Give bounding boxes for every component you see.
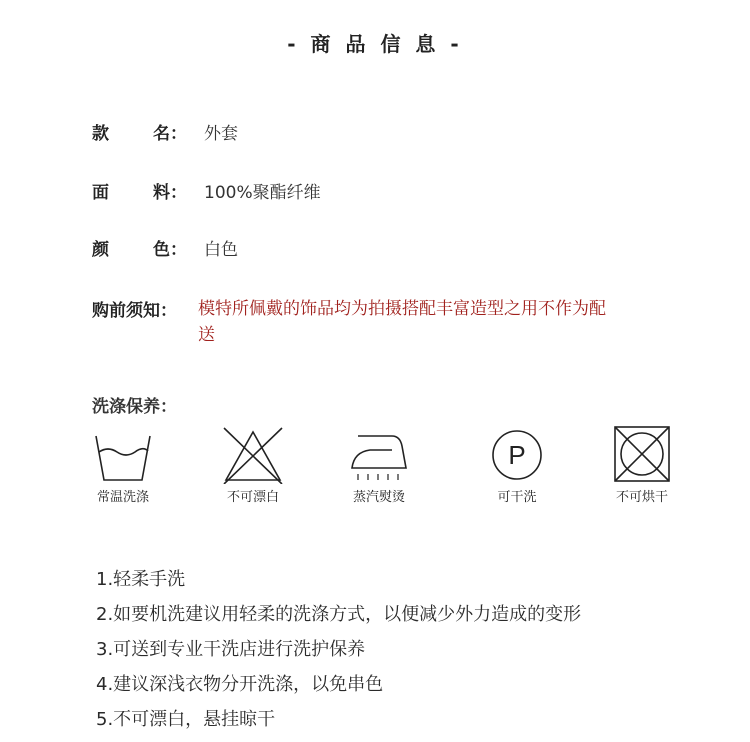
wash-title: 洗涤保养： [92, 397, 177, 417]
care-label: 常温洗涤 [96, 490, 149, 505]
notice-label: 购前须知： [92, 301, 177, 321]
care-label: 蒸汽熨烫 [352, 490, 405, 505]
care-symbol-wash [68, 424, 178, 505]
info-label: 颜 色： [92, 240, 187, 260]
list-item: 2.如要机洗建议用轻柔的洗涤方式，以便减少外力造成的变形 [96, 604, 582, 625]
info-label: 面 料： [92, 183, 187, 203]
info-value: 外套 [204, 124, 238, 144]
notice-text: 模特所佩戴的饰品均为拍摄搭配丰富造型之用不作为配送 [198, 299, 606, 345]
dry-clean-p-icon [482, 424, 552, 484]
care-symbol-no-bleach [198, 424, 308, 505]
no-tumble-dry-icon [607, 424, 677, 484]
list-item: 1.轻柔手洗 [96, 569, 186, 590]
care-label: 可干洗 [497, 490, 537, 505]
care-symbol-no-tumble-dry [587, 424, 697, 505]
page-title: - 商 品 信 息 - [287, 32, 463, 56]
info-value: 白色 [204, 240, 238, 260]
dry-clean-letter: P [508, 440, 526, 470]
care-label: 不可烘干 [615, 490, 668, 505]
steam-iron-icon [344, 424, 414, 484]
care-symbol-steam-iron [324, 424, 434, 505]
care-symbol-dry-clean [462, 424, 572, 505]
care-instructions-list [96, 566, 581, 741]
wash-tub-icon [88, 424, 158, 484]
no-bleach-icon [218, 424, 288, 484]
care-label: 不可漂白 [226, 490, 279, 505]
list-item: 4.建议深浅衣物分开洗涤，以免串色 [96, 674, 384, 695]
list-item: 5.不可漂白，悬挂晾干 [96, 709, 276, 730]
list-item: 3.可送到专业干洗店进行洗护保养 [96, 639, 366, 660]
info-value: 100%聚酯纤维 [204, 183, 321, 203]
info-label: 款 名： [92, 124, 187, 144]
